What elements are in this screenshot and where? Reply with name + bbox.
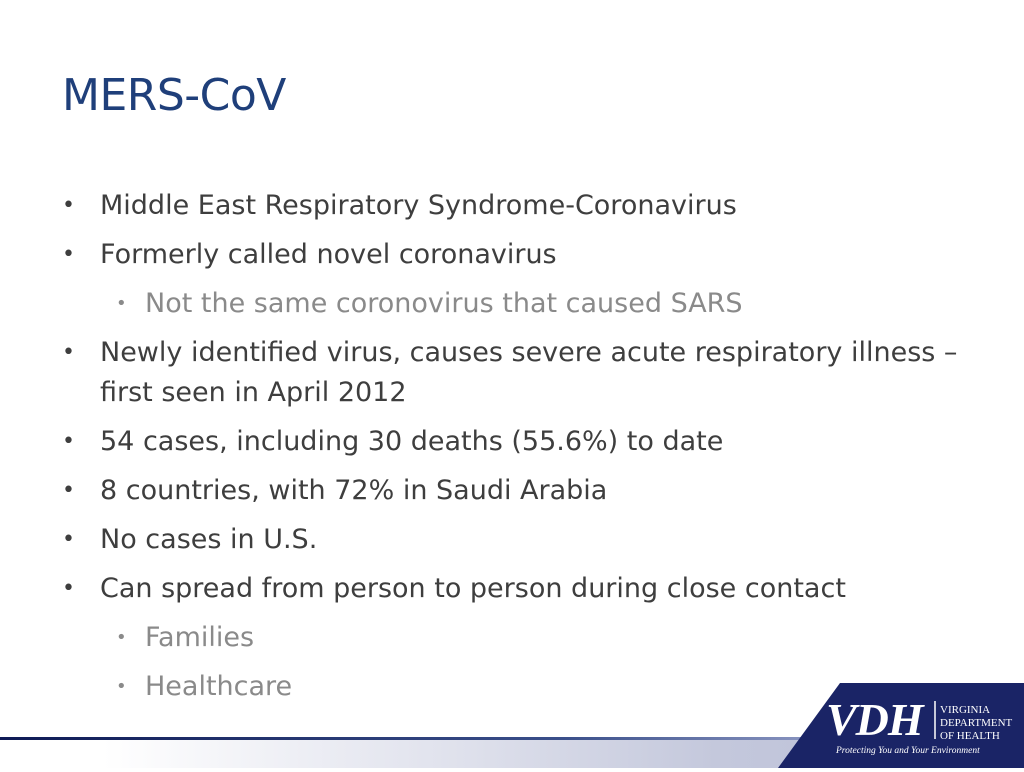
bullet-item: • No cases in U.S. (62, 520, 982, 560)
sub-bullet-item: • Healthcare (62, 667, 982, 707)
bullet-item: • 54 cases, including 30 deaths (55.6%) to date (62, 422, 982, 462)
bullet-item: • Newly identified virus, causes severe acute respiratory illness – first seen in April 2012 (62, 333, 982, 413)
bullet-item: • Can spread from person to person during close contact (62, 569, 982, 609)
vdh-logo (778, 683, 1024, 768)
bullet-list (62, 186, 982, 716)
logo-line-1: VIRGINIA (940, 704, 991, 716)
sub-bullet-item: • Not the same coronovirus that caused SARS (62, 284, 982, 324)
logo-line-2: DEPARTMENT (940, 717, 1013, 729)
vdh-logo-graphic (778, 683, 1024, 768)
sub-bullet-item: • Families (62, 618, 982, 658)
bullet-item: • Formerly called novel coronavirus (62, 235, 982, 275)
bullet-item: • 8 countries, with 72% in Saudi Arabia (62, 471, 982, 511)
slide-title: MERS-CoV (62, 70, 286, 121)
bullet-item: • Middle East Respiratory Syndrome-Coronavirus (62, 186, 982, 226)
logo-line-3: OF HEALTH (940, 730, 1000, 742)
logo-tagline: Protecting You and Your Environment (836, 746, 980, 756)
logo-mark: VDH (826, 694, 923, 745)
